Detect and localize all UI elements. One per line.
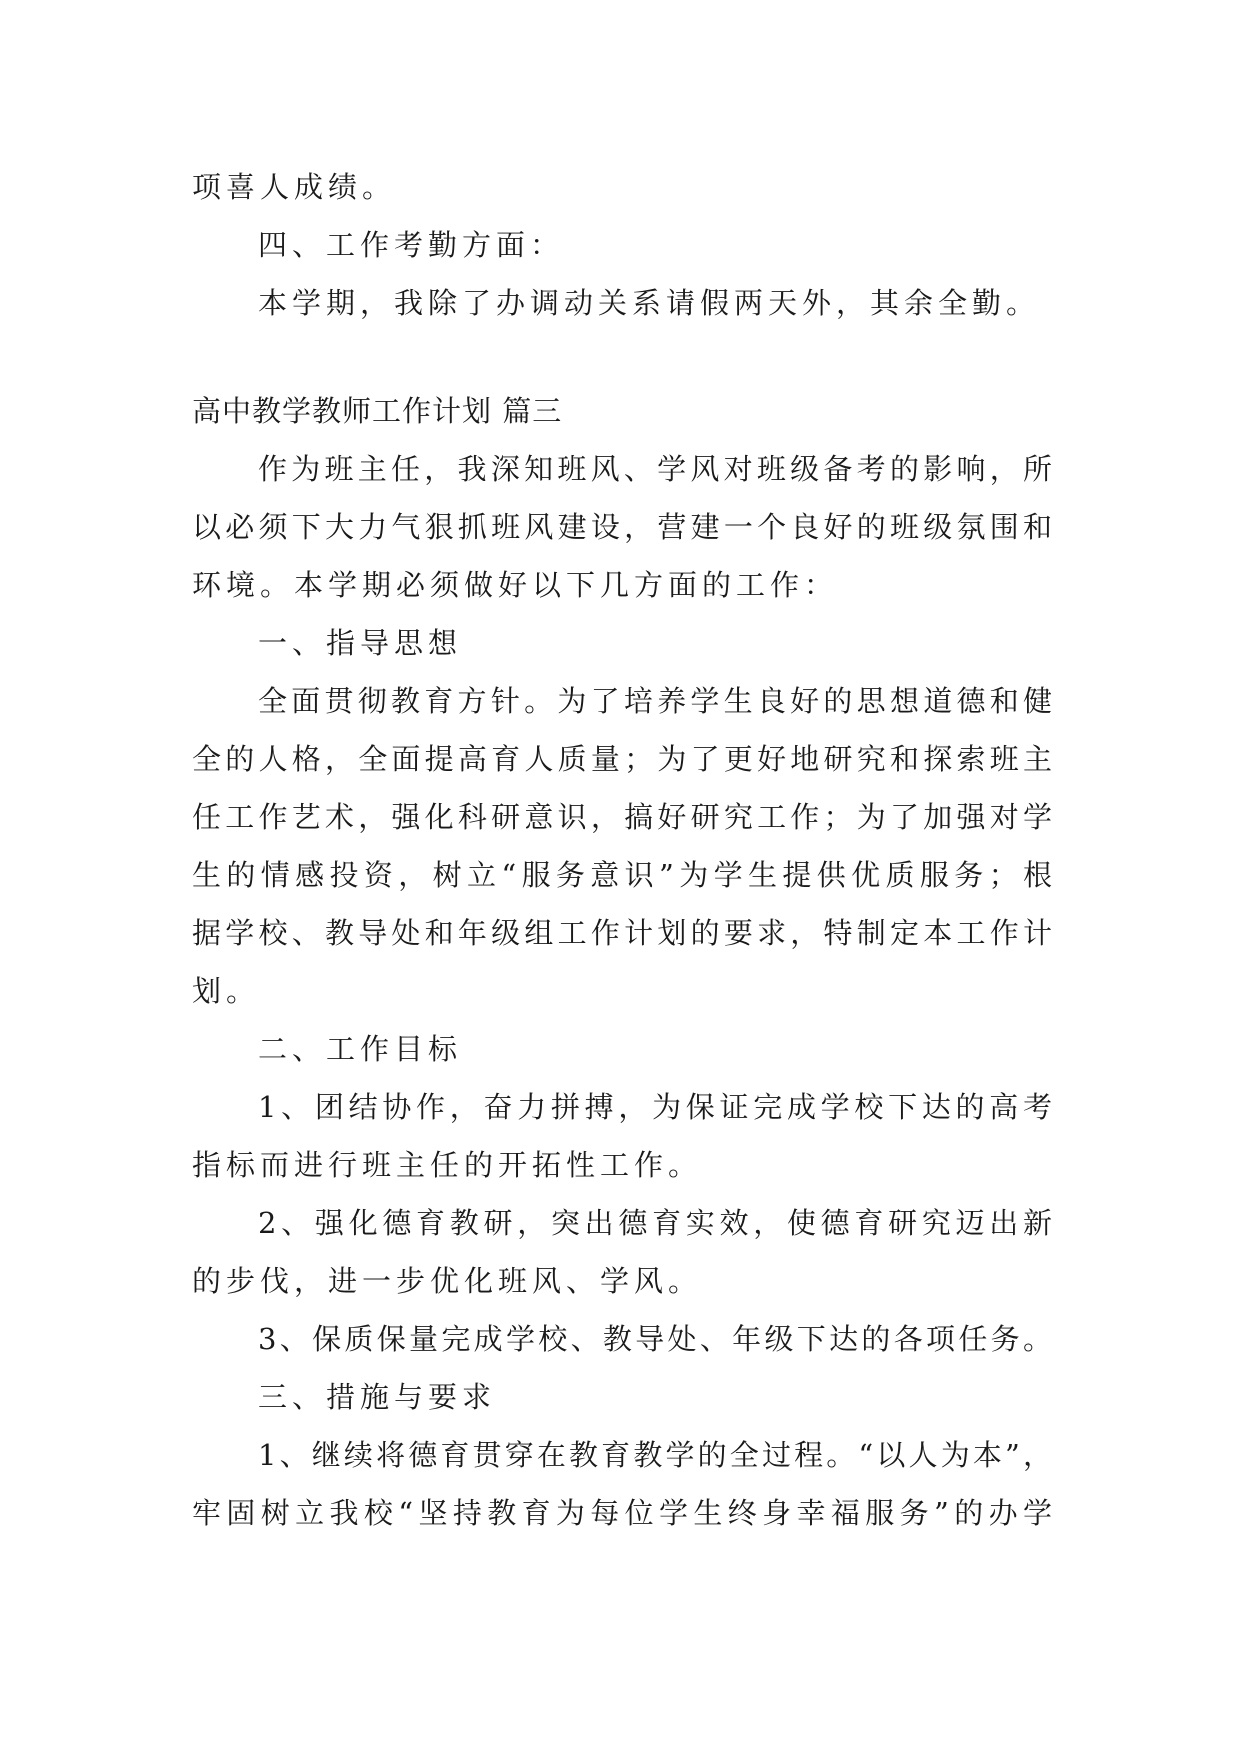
section-heading: 一、指导思想	[258, 626, 463, 660]
body-text-line: 划。	[192, 974, 261, 1008]
section-heading: 四、工作考勤方面：	[258, 228, 565, 262]
body-text-line: 全的人格，全面提高育人质量；为了更好地研究和探索班主	[192, 742, 1052, 776]
section-heading: 三、措施与要求	[258, 1380, 497, 1414]
paragraph-gap	[192, 332, 1052, 382]
list-item-line: 3、保质保量完成学校、教导处、年级下达的各项任务。	[258, 1322, 1052, 1356]
section-heading: 二、工作目标	[258, 1032, 463, 1066]
body-text-line: 全面贯彻教育方针。为了培养学生良好的思想道德和健	[258, 684, 1052, 718]
body-text-line: 生的情感投资，树立“服务意识”为学生提供优质服务；根	[192, 858, 1052, 892]
body-text-line: 任工作艺术，强化科研意识，搞好研究工作；为了加强对学	[192, 800, 1052, 834]
body-text-line: 以必须下大力气狠抓班风建设，营建一个良好的班级氛围和	[192, 510, 1052, 544]
body-text-line: 作为班主任，我深知班风、学风对班级备考的影响，所	[258, 452, 1052, 486]
list-item-line: 2、强化德育教研，突出德育实效，使德育研究迈出新	[258, 1206, 1052, 1240]
list-item-line: 的步伐，进一步优化班风、学风。	[192, 1264, 703, 1298]
document-page	[192, 158, 1052, 1542]
list-item-line: 1、继续将德育贯穿在教育教学的全过程。“以人为本”，	[258, 1438, 1052, 1472]
list-item-line: 指标而进行班主任的开拓性工作。	[192, 1148, 703, 1182]
body-text-line: 本学期，我除了办调动关系请假两天外，其余全勤。	[258, 286, 1041, 320]
section-title: 高中教学教师工作计划 篇三	[192, 394, 563, 428]
body-text-line: 项喜人成绩。	[192, 170, 397, 204]
list-item-line: 1、团结协作，奋力拼搏，为保证完成学校下达的高考	[258, 1090, 1052, 1124]
list-item-line: 牢固树立我校“坚持教育为每位学生终身幸福服务”的办学	[192, 1496, 1052, 1530]
body-text-line: 据学校、教导处和年级组工作计划的要求，特制定本工作计	[192, 916, 1052, 950]
body-text-line: 环境。本学期必须做好以下几方面的工作：	[192, 568, 839, 602]
